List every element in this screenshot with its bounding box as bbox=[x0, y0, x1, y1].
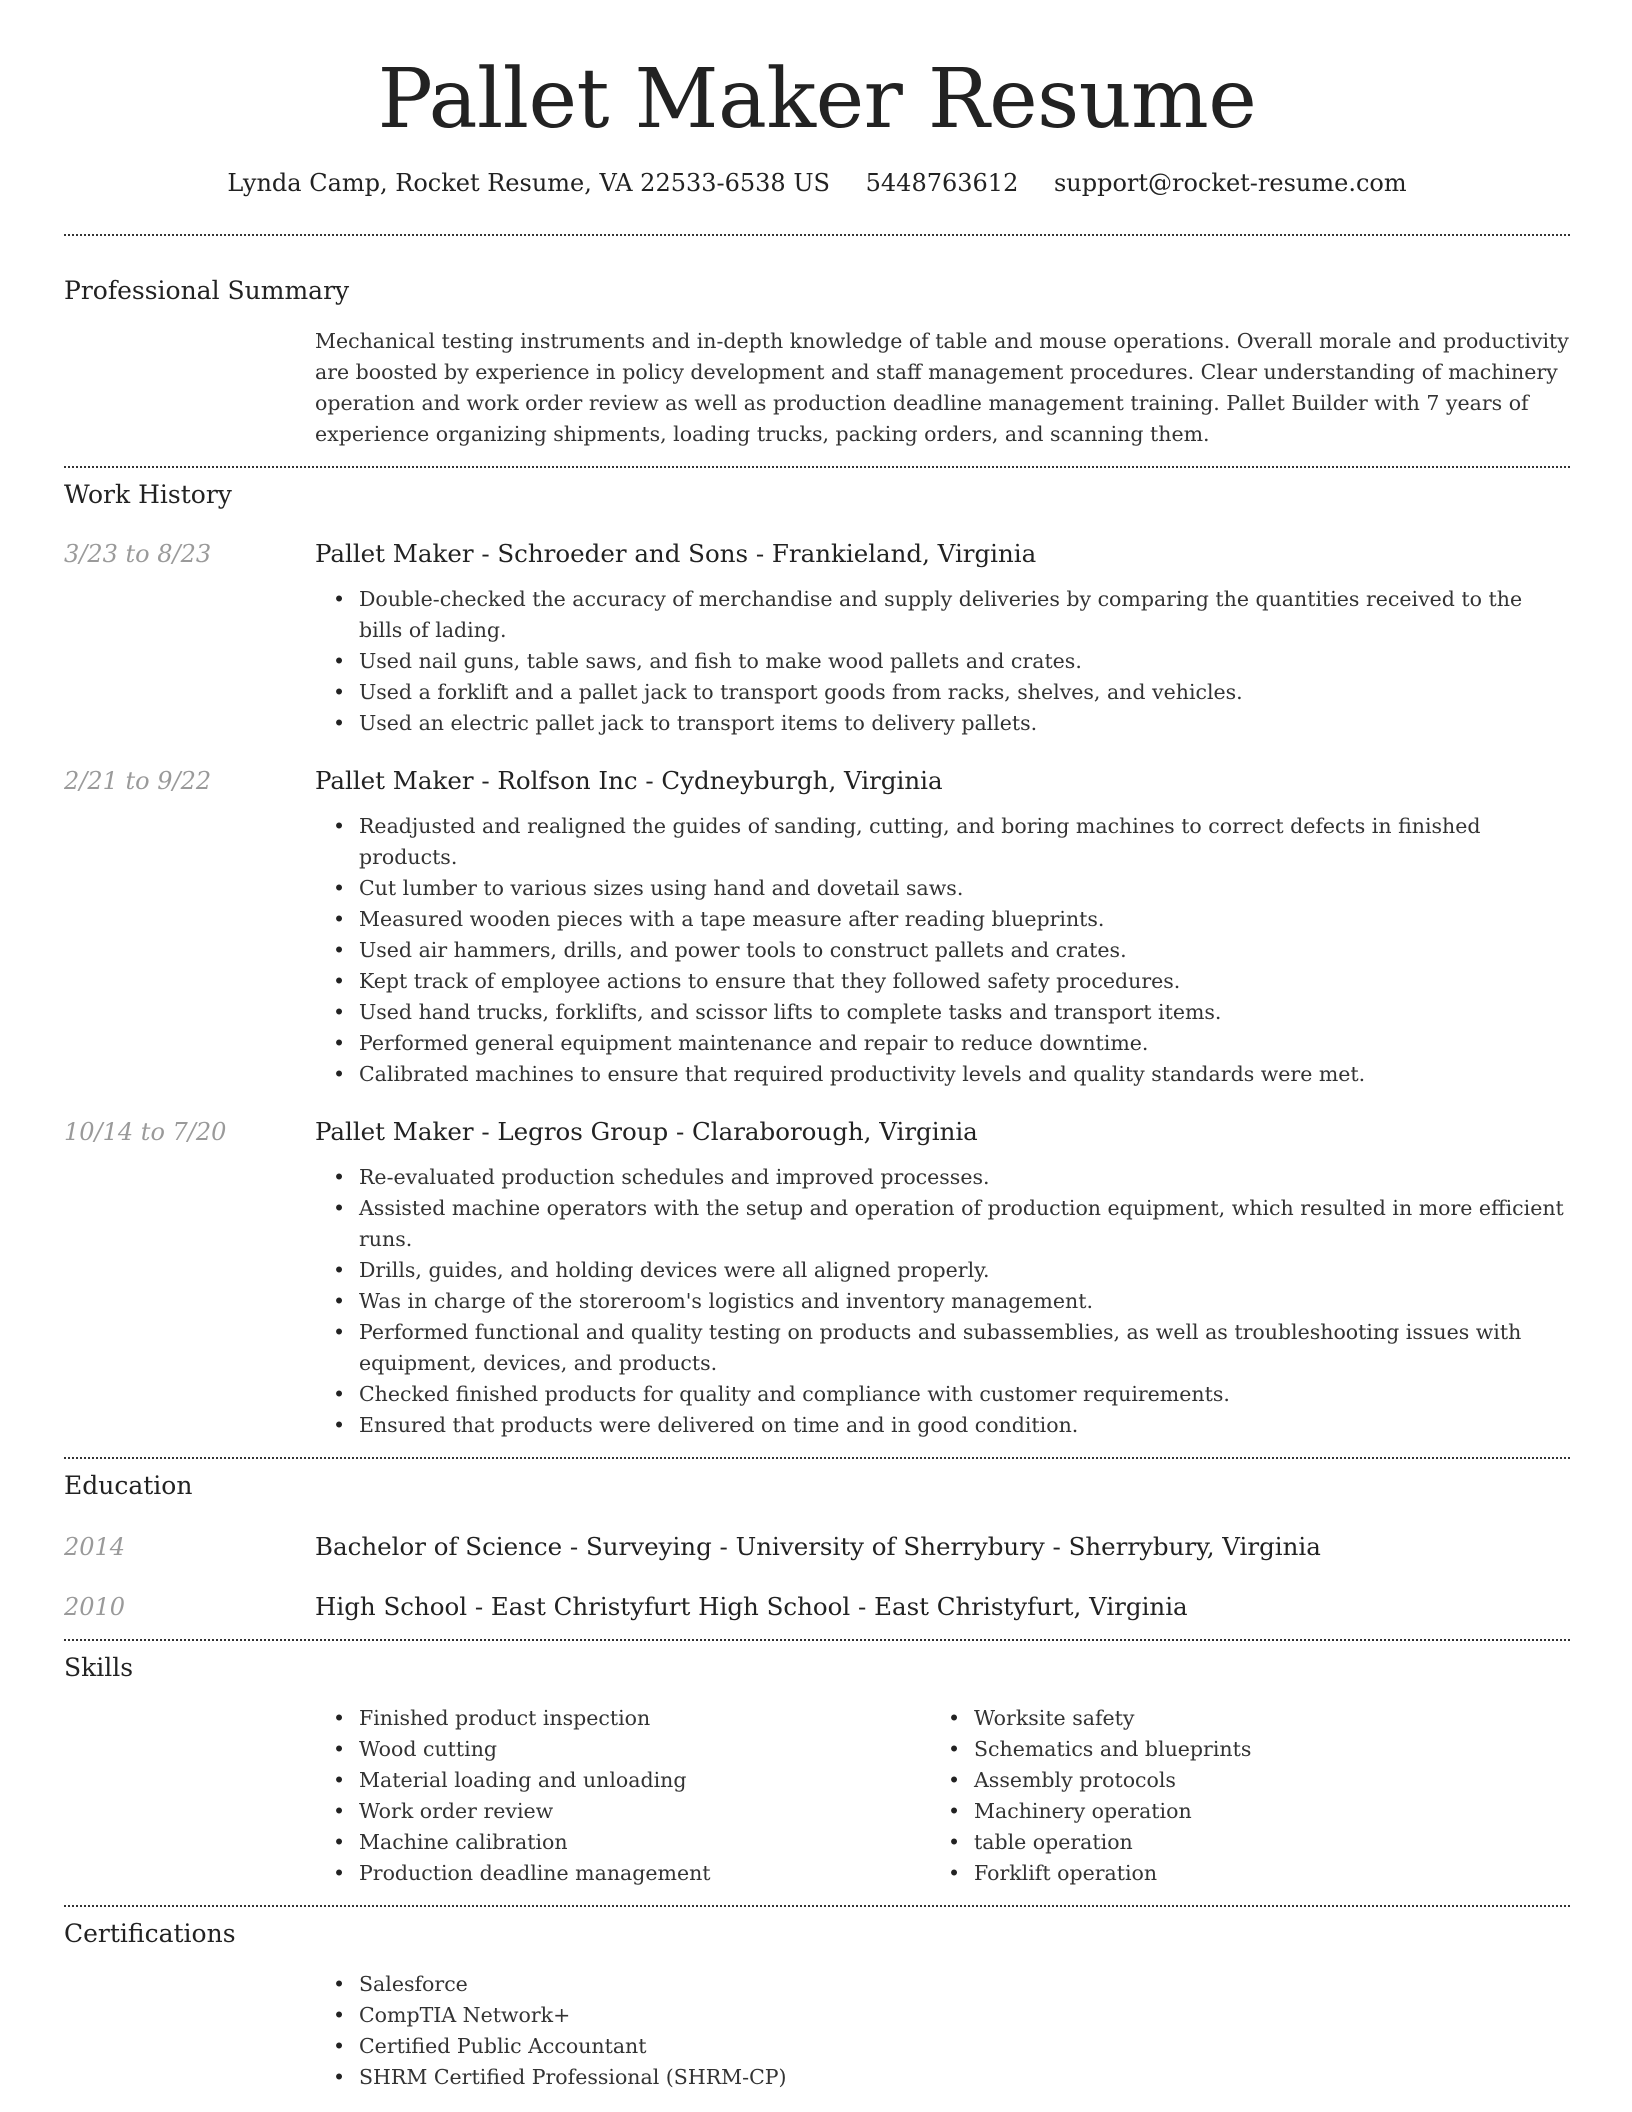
section-divider bbox=[64, 1905, 1570, 1907]
job-date: 3/23 to 8/23 bbox=[64, 540, 212, 568]
section-divider bbox=[64, 234, 1570, 236]
job-entry bbox=[64, 538, 1570, 739]
certification-item: • Certified Public Accountant bbox=[315, 2031, 1570, 2062]
resume-title: Pallet Maker Resume bbox=[377, 52, 1257, 147]
job-entry bbox=[64, 765, 1570, 1090]
job-bullet: • Used hand trucks, forklifts, and scissor lifts to complete tasks and transport items. bbox=[315, 997, 1570, 1028]
certifications-heading: Certifications bbox=[64, 1919, 236, 1948]
skills-heading: Skills bbox=[64, 1653, 134, 1682]
skill-item: • Assembly protocols bbox=[930, 1765, 1545, 1796]
job-bullet: • Ensured that products were delivered on time and in good condition. bbox=[315, 1410, 1570, 1441]
job-bullet: • Used nail guns, table saws, and fish to make wood pallets and crates. bbox=[315, 646, 1570, 677]
skills-section bbox=[64, 1651, 1570, 1889]
section-divider bbox=[64, 1639, 1570, 1641]
skill-item: • Work order review bbox=[315, 1796, 930, 1827]
education-heading: Education bbox=[64, 1471, 193, 1500]
job-title: Pallet Maker - Legros Group - Claraborough, Virginia bbox=[315, 1117, 978, 1146]
job-title: Pallet Maker - Rolfson Inc - Cydneyburgh, Virginia bbox=[315, 766, 943, 795]
job-bullet: • Used a forklift and a pallet jack to transport goods from racks, shelves, and vehicles. bbox=[315, 677, 1570, 708]
job-bullet: • Calibrated machines to ensure that required productivity levels and quality standards were met. bbox=[315, 1059, 1570, 1090]
skill-item: • Schematics and blueprints bbox=[930, 1734, 1545, 1765]
certifications-list bbox=[315, 1969, 1570, 2093]
job-bullet: • Was in charge of the storeroom's logistics and inventory management. bbox=[315, 1286, 1570, 1317]
skill-item: • Wood cutting bbox=[315, 1734, 930, 1765]
section-divider bbox=[64, 466, 1570, 468]
education-date: 2014 bbox=[64, 1533, 126, 1561]
summary-section bbox=[64, 274, 1570, 450]
job-bullet: • Checked finished products for quality and compliance with customer requirements. bbox=[315, 1379, 1570, 1410]
skill-item: • Worksite safety bbox=[930, 1703, 1545, 1734]
skill-item: • Material loading and unloading bbox=[315, 1765, 930, 1796]
job-bullet: • Cut lumber to various sizes using hand and dovetail saws. bbox=[315, 873, 1570, 904]
education-date: 2010 bbox=[64, 1593, 126, 1621]
certification-item: • SHRM Certified Professional (SHRM-CP) bbox=[315, 2062, 1570, 2093]
job-bullets bbox=[315, 1162, 1570, 1441]
contact-address: Lynda Camp, Rocket Resume, VA 22533-6538 US bbox=[227, 169, 830, 197]
job-bullet: • Drills, guides, and holding devices were all aligned properly. bbox=[315, 1255, 1570, 1286]
skill-item: • Machinery operation bbox=[930, 1796, 1545, 1827]
skill-item: • Machine calibration bbox=[315, 1827, 930, 1858]
certifications-section bbox=[64, 1917, 1570, 2093]
education-title: High School - East Christyfurt High School - East Christyfurt, Virginia bbox=[315, 1592, 1188, 1621]
job-entry bbox=[64, 1116, 1570, 1441]
summary-text: Mechanical testing instruments and in-depth knowledge of table and mouse operations. Overall morale and productivity are boosted by experience in policy development and staff management procedures. Clear understanding of machinery operation and work order review as well as production deadline management training. Pallet Builder with 7 years of experience organizing shipments, loading trucks, packing orders, and scanning them. bbox=[315, 329, 1569, 446]
contact-line bbox=[64, 166, 1570, 200]
skills-list-left bbox=[315, 1703, 930, 1889]
education-section bbox=[64, 1469, 1570, 1623]
contact-phone: 5448763612 bbox=[865, 169, 1019, 197]
skill-item: • Forklift operation bbox=[930, 1858, 1545, 1889]
job-bullets bbox=[315, 811, 1570, 1090]
job-bullet: • Re-evaluated production schedules and improved processes. bbox=[315, 1162, 1570, 1193]
skills-columns bbox=[315, 1703, 1570, 1889]
job-bullets bbox=[315, 584, 1570, 739]
certification-item: • CompTIA Network+ bbox=[315, 2000, 1570, 2031]
skill-item: • table operation bbox=[930, 1827, 1545, 1858]
summary-heading: Professional Summary bbox=[64, 276, 350, 305]
job-bullet: • Measured wooden pieces with a tape measure after reading blueprints. bbox=[315, 904, 1570, 935]
resume-page bbox=[64, 0, 1570, 2112]
skills-list-right bbox=[930, 1703, 1545, 1889]
job-bullet: • Used air hammers, drills, and power tools to construct pallets and crates. bbox=[315, 935, 1570, 966]
job-bullet: • Kept track of employee actions to ensure that they followed safety procedures. bbox=[315, 966, 1570, 997]
skill-item: • Finished product inspection bbox=[315, 1703, 930, 1734]
work-history-section bbox=[64, 478, 1570, 1441]
job-bullet: • Double-checked the accuracy of merchandise and supply deliveries by comparing the quantities received to the bills of lading. bbox=[315, 584, 1570, 646]
education-entry bbox=[64, 1591, 1570, 1623]
section-divider bbox=[64, 1457, 1570, 1459]
job-bullet: • Readjusted and realigned the guides of sanding, cutting, and boring machines to correct defects in finished products. bbox=[315, 811, 1570, 873]
job-title: Pallet Maker - Schroeder and Sons - Frankieland, Virginia bbox=[315, 539, 1037, 568]
work-history-heading: Work History bbox=[64, 480, 232, 509]
job-date: 2/21 to 9/22 bbox=[64, 767, 212, 795]
job-bullet: • Performed general equipment maintenance and repair to reduce downtime. bbox=[315, 1028, 1570, 1059]
education-title: Bachelor of Science - Surveying - University of Sherrybury - Sherrybury, Virginia bbox=[315, 1532, 1321, 1561]
job-bullet: • Assisted machine operators with the setup and operation of production equipment, which resulted in more efficient runs. bbox=[315, 1193, 1570, 1255]
contact-email: support@rocket-resume.com bbox=[1053, 169, 1407, 197]
education-entry bbox=[64, 1531, 1570, 1563]
job-bullet: • Used an electric pallet jack to transport items to delivery pallets. bbox=[315, 708, 1570, 739]
job-date: 10/14 to 7/20 bbox=[64, 1118, 227, 1146]
job-bullet: • Performed functional and quality testing on products and subassemblies, as well as troubleshooting issues with equipment, devices, and products. bbox=[315, 1317, 1570, 1379]
certification-item: • Salesforce bbox=[315, 1969, 1570, 2000]
skill-item: • Production deadline management bbox=[315, 1858, 930, 1889]
